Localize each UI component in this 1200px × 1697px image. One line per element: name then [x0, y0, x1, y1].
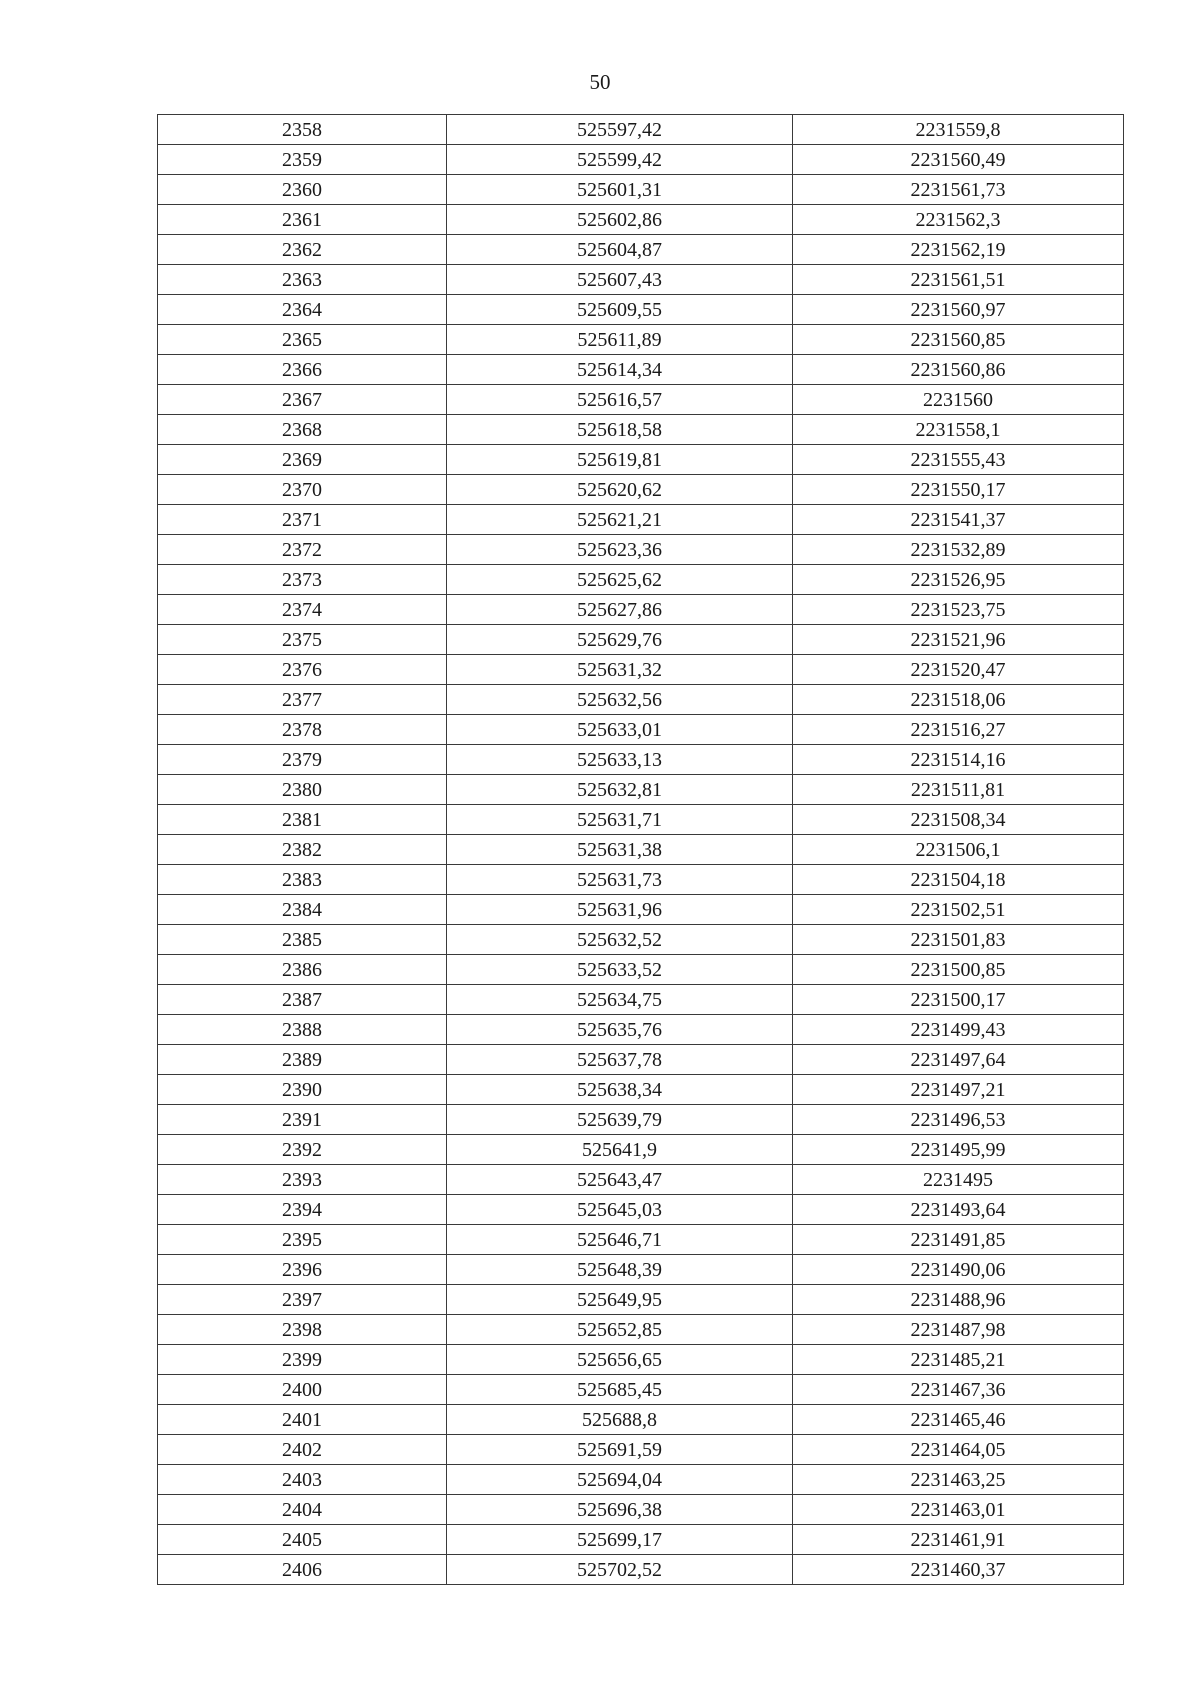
table-row: [158, 265, 1124, 295]
table-row: [158, 415, 1124, 445]
point-number-cell: 2390: [158, 1075, 447, 1105]
table-row: [158, 955, 1124, 985]
y-coordinate-cell: 2231502,51: [793, 895, 1124, 925]
y-coordinate-cell: 2231495,99: [793, 1135, 1124, 1165]
table-row: [158, 1345, 1124, 1375]
y-coordinate-cell: 2231500,17: [793, 985, 1124, 1015]
table-row: [158, 235, 1124, 265]
y-coordinate-cell: 2231518,06: [793, 685, 1124, 715]
y-coordinate-cell: 2231516,27: [793, 715, 1124, 745]
x-coordinate-cell: 525629,76: [447, 625, 793, 655]
table-row: [158, 1525, 1124, 1555]
y-coordinate-cell: 2231561,73: [793, 175, 1124, 205]
point-number-cell: 2380: [158, 775, 447, 805]
y-coordinate-cell: 2231497,64: [793, 1045, 1124, 1075]
point-number-cell: 2376: [158, 655, 447, 685]
y-coordinate-cell: 2231560,86: [793, 355, 1124, 385]
table-row: [158, 625, 1124, 655]
y-coordinate-cell: 2231501,83: [793, 925, 1124, 955]
y-coordinate-cell: 2231521,96: [793, 625, 1124, 655]
table-row: [158, 685, 1124, 715]
point-number-cell: 2392: [158, 1135, 447, 1165]
point-number-cell: 2387: [158, 985, 447, 1015]
table-row: [158, 1555, 1124, 1585]
table-row: [158, 295, 1124, 325]
y-coordinate-cell: 2231526,95: [793, 565, 1124, 595]
y-coordinate-cell: 2231532,89: [793, 535, 1124, 565]
y-coordinate-cell: 2231461,91: [793, 1525, 1124, 1555]
table-row: [158, 1225, 1124, 1255]
x-coordinate-cell: 525637,78: [447, 1045, 793, 1075]
point-number-cell: 2397: [158, 1285, 447, 1315]
point-number-cell: 2402: [158, 1435, 447, 1465]
y-coordinate-cell: 2231464,05: [793, 1435, 1124, 1465]
y-coordinate-cell: 2231493,64: [793, 1195, 1124, 1225]
table-row: [158, 385, 1124, 415]
y-coordinate-cell: 2231491,85: [793, 1225, 1124, 1255]
point-number-cell: 2373: [158, 565, 447, 595]
y-coordinate-cell: 2231511,81: [793, 775, 1124, 805]
y-coordinate-cell: 2231562,3: [793, 205, 1124, 235]
x-coordinate-cell: 525631,71: [447, 805, 793, 835]
table-row: [158, 1465, 1124, 1495]
table-row: [158, 535, 1124, 565]
point-number-cell: 2403: [158, 1465, 447, 1495]
y-coordinate-cell: 2231560: [793, 385, 1124, 415]
point-number-cell: 2364: [158, 295, 447, 325]
point-number-cell: 2391: [158, 1105, 447, 1135]
point-number-cell: 2405: [158, 1525, 447, 1555]
table-row: [158, 1495, 1124, 1525]
table-row: [158, 1015, 1124, 1045]
x-coordinate-cell: 525696,38: [447, 1495, 793, 1525]
y-coordinate-cell: 2231550,17: [793, 475, 1124, 505]
x-coordinate-cell: 525632,81: [447, 775, 793, 805]
x-coordinate-cell: 525702,52: [447, 1555, 793, 1585]
y-coordinate-cell: 2231467,36: [793, 1375, 1124, 1405]
x-coordinate-cell: 525691,59: [447, 1435, 793, 1465]
y-coordinate-cell: 2231541,37: [793, 505, 1124, 535]
x-coordinate-cell: 525611,89: [447, 325, 793, 355]
x-coordinate-cell: 525616,57: [447, 385, 793, 415]
y-coordinate-cell: 2231488,96: [793, 1285, 1124, 1315]
x-coordinate-cell: 525623,36: [447, 535, 793, 565]
point-number-cell: 2370: [158, 475, 447, 505]
point-number-cell: 2394: [158, 1195, 447, 1225]
point-number-cell: 2361: [158, 205, 447, 235]
table-row: [158, 805, 1124, 835]
table-row: [158, 1045, 1124, 1075]
table-row: [158, 1255, 1124, 1285]
x-coordinate-cell: 525602,86: [447, 205, 793, 235]
point-number-cell: 2395: [158, 1225, 447, 1255]
x-coordinate-cell: 525620,62: [447, 475, 793, 505]
y-coordinate-cell: 2231460,37: [793, 1555, 1124, 1585]
y-coordinate-cell: 2231560,85: [793, 325, 1124, 355]
y-coordinate-cell: 2231490,06: [793, 1255, 1124, 1285]
x-coordinate-cell: 525632,56: [447, 685, 793, 715]
x-coordinate-cell: 525688,8: [447, 1405, 793, 1435]
x-coordinate-cell: 525633,01: [447, 715, 793, 745]
table-row: [158, 745, 1124, 775]
table-row: [158, 1375, 1124, 1405]
point-number-cell: 2400: [158, 1375, 447, 1405]
x-coordinate-cell: 525625,62: [447, 565, 793, 595]
table-row: [158, 835, 1124, 865]
x-coordinate-cell: 525619,81: [447, 445, 793, 475]
table-row: [158, 1285, 1124, 1315]
y-coordinate-cell: 2231485,21: [793, 1345, 1124, 1375]
table-row: [158, 925, 1124, 955]
point-number-cell: 2396: [158, 1255, 447, 1285]
x-coordinate-cell: 525656,65: [447, 1345, 793, 1375]
x-coordinate-cell: 525645,03: [447, 1195, 793, 1225]
table-row: [158, 715, 1124, 745]
y-coordinate-cell: 2231559,8: [793, 115, 1124, 145]
y-coordinate-cell: 2231560,97: [793, 295, 1124, 325]
table-row: [158, 1435, 1124, 1465]
x-coordinate-cell: 525648,39: [447, 1255, 793, 1285]
y-coordinate-cell: 2231562,19: [793, 235, 1124, 265]
table-row: [158, 1075, 1124, 1105]
point-number-cell: 2386: [158, 955, 447, 985]
table-row: [158, 1315, 1124, 1345]
y-coordinate-cell: 2231523,75: [793, 595, 1124, 625]
x-coordinate-cell: 525633,52: [447, 955, 793, 985]
point-number-cell: 2372: [158, 535, 447, 565]
table-row: [158, 115, 1124, 145]
coordinates-table-body: [158, 115, 1124, 1585]
x-coordinate-cell: 525607,43: [447, 265, 793, 295]
table-row: [158, 205, 1124, 235]
table-row: [158, 505, 1124, 535]
table-row: [158, 175, 1124, 205]
point-number-cell: 2389: [158, 1045, 447, 1075]
table-row: [158, 895, 1124, 925]
table-row: [158, 775, 1124, 805]
page-number: 50: [589, 70, 611, 94]
table-row: [158, 145, 1124, 175]
x-coordinate-cell: 525699,17: [447, 1525, 793, 1555]
table-row: [158, 655, 1124, 685]
x-coordinate-cell: 525631,96: [447, 895, 793, 925]
table-row: [158, 1405, 1124, 1435]
y-coordinate-cell: 2231463,25: [793, 1465, 1124, 1495]
table-row: [158, 475, 1124, 505]
x-coordinate-cell: 525638,34: [447, 1075, 793, 1105]
x-coordinate-cell: 525639,79: [447, 1105, 793, 1135]
point-number-cell: 2399: [158, 1345, 447, 1375]
x-coordinate-cell: 525621,21: [447, 505, 793, 535]
y-coordinate-cell: 2231499,43: [793, 1015, 1124, 1045]
x-coordinate-cell: 525643,47: [447, 1165, 793, 1195]
y-coordinate-cell: 2231504,18: [793, 865, 1124, 895]
point-number-cell: 2362: [158, 235, 447, 265]
point-number-cell: 2388: [158, 1015, 447, 1045]
x-coordinate-cell: 525694,04: [447, 1465, 793, 1495]
x-coordinate-cell: 525614,34: [447, 355, 793, 385]
y-coordinate-cell: 2231465,46: [793, 1405, 1124, 1435]
x-coordinate-cell: 525634,75: [447, 985, 793, 1015]
y-coordinate-cell: 2231508,34: [793, 805, 1124, 835]
y-coordinate-cell: 2231500,85: [793, 955, 1124, 985]
y-coordinate-cell: 2231558,1: [793, 415, 1124, 445]
point-number-cell: 2378: [158, 715, 447, 745]
x-coordinate-cell: 525685,45: [447, 1375, 793, 1405]
coordinates-table: [157, 114, 1124, 1585]
y-coordinate-cell: 2231497,21: [793, 1075, 1124, 1105]
point-number-cell: 2382: [158, 835, 447, 865]
point-number-cell: 2379: [158, 745, 447, 775]
y-coordinate-cell: 2231560,49: [793, 145, 1124, 175]
point-number-cell: 2398: [158, 1315, 447, 1345]
y-coordinate-cell: 2231555,43: [793, 445, 1124, 475]
point-number-cell: 2406: [158, 1555, 447, 1585]
table-row: [158, 1195, 1124, 1225]
point-number-cell: 2375: [158, 625, 447, 655]
point-number-cell: 2383: [158, 865, 447, 895]
x-coordinate-cell: 525641,9: [447, 1135, 793, 1165]
table-row: [158, 445, 1124, 475]
y-coordinate-cell: 2231514,16: [793, 745, 1124, 775]
x-coordinate-cell: 525633,13: [447, 745, 793, 775]
table-row: [158, 865, 1124, 895]
point-number-cell: 2363: [158, 265, 447, 295]
y-coordinate-cell: 2231520,47: [793, 655, 1124, 685]
y-coordinate-cell: 2231561,51: [793, 265, 1124, 295]
x-coordinate-cell: 525632,52: [447, 925, 793, 955]
table-row: [158, 355, 1124, 385]
x-coordinate-cell: 525601,31: [447, 175, 793, 205]
table-row: [158, 1105, 1124, 1135]
point-number-cell: 2360: [158, 175, 447, 205]
y-coordinate-cell: 2231506,1: [793, 835, 1124, 865]
y-coordinate-cell: 2231487,98: [793, 1315, 1124, 1345]
point-number-cell: 2365: [158, 325, 447, 355]
point-number-cell: 2369: [158, 445, 447, 475]
x-coordinate-cell: 525652,85: [447, 1315, 793, 1345]
point-number-cell: 2367: [158, 385, 447, 415]
point-number-cell: 2381: [158, 805, 447, 835]
table-row: [158, 565, 1124, 595]
x-coordinate-cell: 525627,86: [447, 595, 793, 625]
point-number-cell: 2377: [158, 685, 447, 715]
table-row: [158, 595, 1124, 625]
point-number-cell: 2358: [158, 115, 447, 145]
point-number-cell: 2366: [158, 355, 447, 385]
x-coordinate-cell: 525635,76: [447, 1015, 793, 1045]
point-number-cell: 2385: [158, 925, 447, 955]
point-number-cell: 2401: [158, 1405, 447, 1435]
y-coordinate-cell: 2231463,01: [793, 1495, 1124, 1525]
x-coordinate-cell: 525631,32: [447, 655, 793, 685]
x-coordinate-cell: 525631,73: [447, 865, 793, 895]
y-coordinate-cell: 2231496,53: [793, 1105, 1124, 1135]
point-number-cell: 2359: [158, 145, 447, 175]
table-row: [158, 1165, 1124, 1195]
x-coordinate-cell: 525649,95: [447, 1285, 793, 1315]
y-coordinate-cell: 2231495: [793, 1165, 1124, 1195]
x-coordinate-cell: 525599,42: [447, 145, 793, 175]
x-coordinate-cell: 525646,71: [447, 1225, 793, 1255]
point-number-cell: 2393: [158, 1165, 447, 1195]
x-coordinate-cell: 525609,55: [447, 295, 793, 325]
table-row: [158, 325, 1124, 355]
point-number-cell: 2384: [158, 895, 447, 925]
point-number-cell: 2371: [158, 505, 447, 535]
x-coordinate-cell: 525631,38: [447, 835, 793, 865]
point-number-cell: 2374: [158, 595, 447, 625]
point-number-cell: 2368: [158, 415, 447, 445]
x-coordinate-cell: 525618,58: [447, 415, 793, 445]
x-coordinate-cell: 525597,42: [447, 115, 793, 145]
table-row: [158, 1135, 1124, 1165]
point-number-cell: 2404: [158, 1495, 447, 1525]
table-row: [158, 985, 1124, 1015]
x-coordinate-cell: 525604,87: [447, 235, 793, 265]
